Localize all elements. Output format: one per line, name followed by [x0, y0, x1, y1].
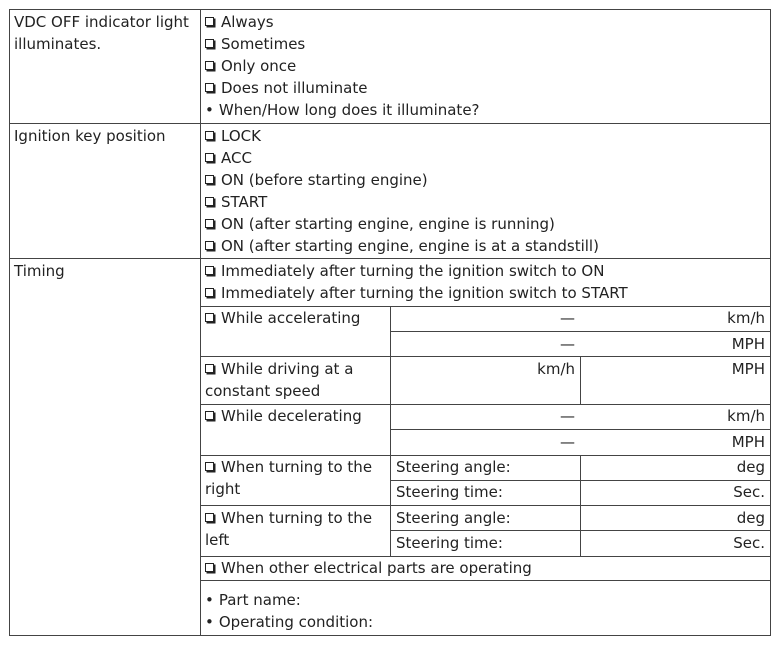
inner-row-divider — [390, 429, 771, 430]
option-turning-right[interactable]: When turning to the right — [205, 458, 373, 498]
option-on-standstill[interactable]: ON (after starting engine, engine is at a standstill) — [205, 235, 765, 257]
option-does-not-illuminate[interactable]: Does not illuminate — [205, 77, 765, 99]
checkbox-icon[interactable] — [205, 197, 214, 206]
checkbox-icon[interactable] — [205, 175, 214, 184]
checkbox-icon[interactable] — [205, 513, 214, 522]
left-steering-time-field[interactable]: Sec. — [733, 534, 765, 552]
illumination-note: • When/How long does it illuminate? — [205, 101, 480, 119]
vdc-options — [205, 11, 765, 121]
option-always[interactable]: Always — [205, 11, 765, 33]
inner-row-divider — [200, 580, 771, 581]
decel-mph-dash: — — [560, 433, 575, 451]
inner-row-divider — [390, 331, 771, 332]
checkbox-icon[interactable] — [205, 241, 214, 250]
checkbox-icon[interactable] — [205, 462, 214, 471]
option-decelerating[interactable]: While decelerating — [205, 405, 388, 427]
option-lock[interactable]: LOCK — [205, 125, 765, 147]
checkbox-icon[interactable] — [205, 266, 214, 275]
right-steering-time-field[interactable]: Sec. — [733, 483, 765, 501]
inner-column-divider — [390, 306, 391, 556]
accel-mph-dash: — — [560, 335, 575, 353]
left-steering-angle-label: Steering angle: — [396, 509, 511, 527]
decel-kmh-dash: — — [560, 407, 575, 425]
left-steering-time-label: Steering time: — [396, 534, 503, 552]
accel-kmh-field[interactable]: km/h — [727, 309, 765, 327]
option-only-once[interactable]: Only once — [205, 55, 765, 77]
option-immediate-on[interactable]: Immediately after turning the ignition switch to ON — [205, 260, 765, 282]
checkbox-icon[interactable] — [205, 17, 214, 26]
checkbox-icon[interactable] — [205, 83, 214, 92]
column-divider — [200, 9, 201, 636]
decel-mph-field[interactable]: MPH — [731, 433, 765, 451]
inner-column-divider — [580, 455, 581, 556]
checkbox-icon[interactable] — [205, 61, 214, 70]
option-on-running[interactable]: ON (after starting engine, engine is running) — [205, 213, 765, 235]
timing-immediate — [205, 260, 765, 304]
option-acc[interactable]: ACC — [205, 147, 765, 169]
right-steering-angle-field[interactable]: deg — [736, 458, 765, 476]
option-other-electrical[interactable]: When other electrical parts are operating — [205, 557, 765, 579]
border-top — [9, 9, 771, 10]
left-steering-angle-field[interactable]: deg — [736, 509, 765, 527]
accel-mph-field[interactable]: MPH — [731, 335, 765, 353]
checkbox-icon[interactable] — [205, 39, 214, 48]
option-turning-left[interactable]: When turning to the left — [205, 509, 373, 549]
other-details — [205, 589, 765, 633]
border-left — [9, 9, 10, 636]
checkbox-icon[interactable] — [205, 411, 214, 420]
bullet-icon: • — [205, 101, 214, 119]
inner-column-divider — [580, 356, 581, 404]
checkbox-icon[interactable] — [205, 131, 214, 140]
decel-kmh-field[interactable]: km/h — [727, 407, 765, 425]
border-bottom — [9, 635, 771, 636]
bullet-icon: • — [205, 613, 214, 631]
border-right — [770, 9, 771, 636]
part-name-field[interactable]: • Part name: — [205, 591, 301, 609]
inner-row-divider — [200, 356, 771, 357]
row-divider-timing — [9, 258, 771, 259]
option-constant-speed[interactable]: While driving at a constant speed — [205, 360, 354, 400]
checkbox-icon[interactable] — [205, 219, 214, 228]
option-immediate-start[interactable]: Immediately after turning the ignition switch to START — [205, 282, 765, 304]
checkbox-icon[interactable] — [205, 288, 214, 297]
inner-row-divider — [200, 505, 771, 506]
checkbox-icon[interactable] — [205, 313, 214, 322]
right-steering-time-label: Steering time: — [396, 483, 503, 501]
vdc-label: VDC OFF indicator light illuminates. — [14, 13, 189, 53]
bullet-icon: • — [205, 591, 214, 609]
timing-label: Timing — [14, 262, 65, 280]
option-start[interactable]: START — [205, 191, 765, 213]
checkbox-icon[interactable] — [205, 563, 214, 572]
option-sometimes[interactable]: Sometimes — [205, 33, 765, 55]
row-divider-ignition — [9, 123, 771, 124]
option-on-before[interactable]: ON (before starting engine) — [205, 169, 765, 191]
constant-kmh-field[interactable]: km/h — [537, 360, 575, 378]
accel-kmh-dash: — — [560, 309, 575, 327]
checkbox-icon[interactable] — [205, 364, 214, 373]
constant-mph-field[interactable]: MPH — [731, 360, 765, 378]
operating-condition-field[interactable]: • Operating condition: — [205, 613, 374, 631]
ignition-label: Ignition key position — [14, 127, 166, 145]
ignition-options — [205, 125, 765, 257]
checkbox-icon[interactable] — [205, 153, 214, 162]
right-steering-angle-label: Steering angle: — [396, 458, 511, 476]
option-accelerating[interactable]: While accelerating — [205, 307, 388, 329]
